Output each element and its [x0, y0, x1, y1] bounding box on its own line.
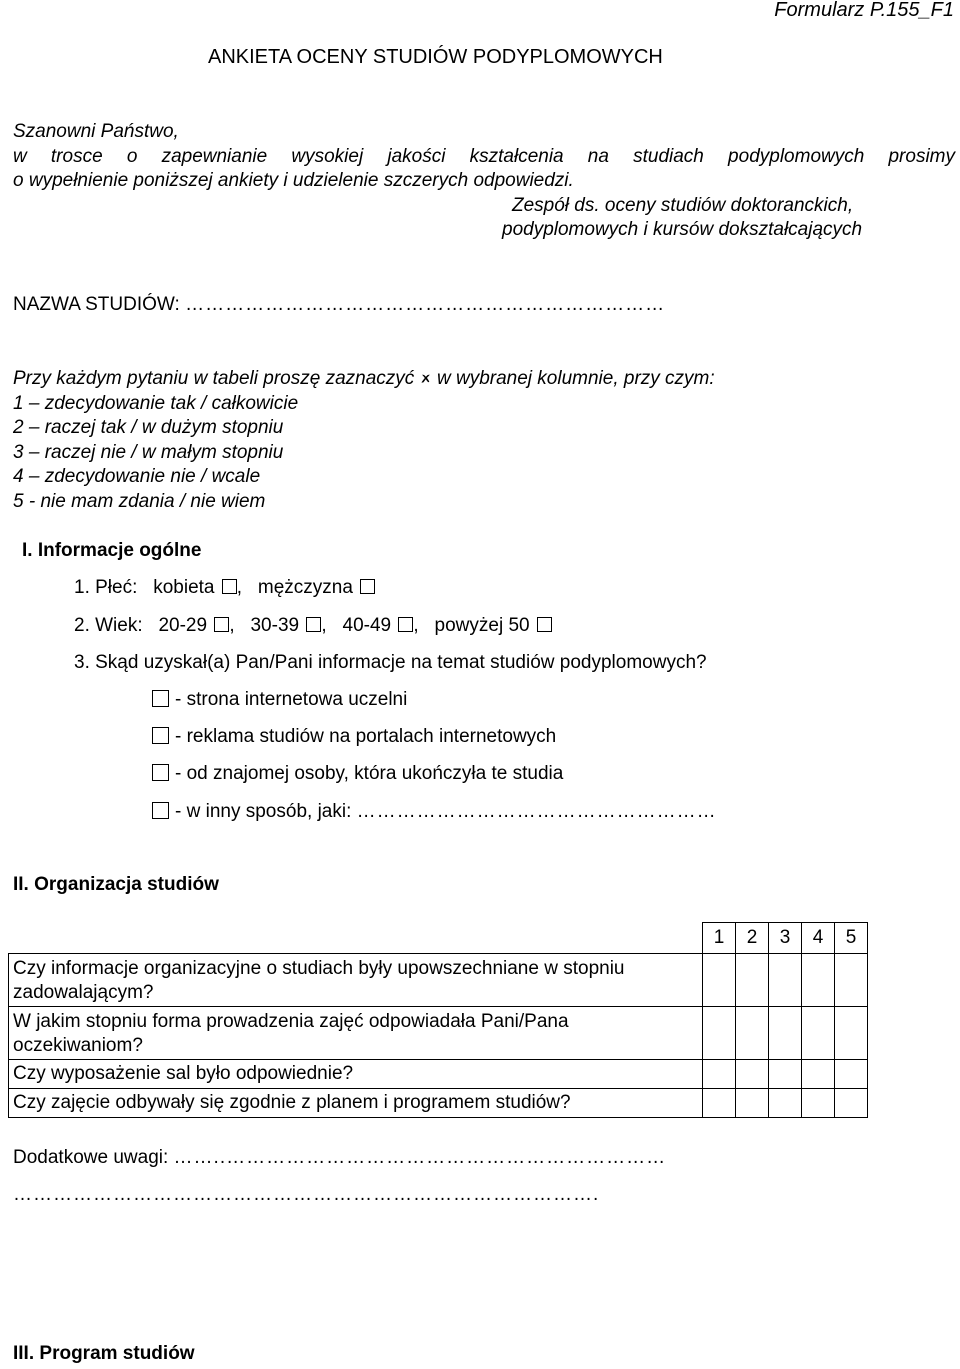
study-name-row — [13, 293, 665, 318]
answer-cell[interactable] — [835, 1060, 868, 1089]
answer-cell[interactable] — [835, 954, 868, 1007]
scale-item-4: 4 – zdecydowanie nie / wcale — [13, 466, 261, 487]
question-gender: 1. Płeć: kobieta , mężczyzna — [74, 576, 375, 601]
study-name-field[interactable]: ……………………………………………………………… — [185, 294, 666, 315]
question-text: W jakim stopniu forma prowadzenia zajęć odpowiadała Pani/Pana oczekiwaniom? — [9, 1007, 703, 1060]
form-code: Formularz P.155_F1 — [774, 0, 954, 21]
scale-item-3: 3 – raczej nie / w małym stopniu — [13, 442, 284, 463]
remarks-field-line-2[interactable]: ……………………………………………………………………………. — [13, 1184, 600, 1205]
organization-table — [8, 922, 868, 1118]
checkbox-icon[interactable] — [360, 579, 375, 594]
answer-cell[interactable] — [703, 1089, 736, 1118]
answer-cell[interactable] — [703, 1060, 736, 1089]
table-row — [9, 1060, 868, 1089]
table-row — [9, 954, 868, 1007]
answer-cell[interactable] — [769, 954, 802, 1007]
scale-header-5: 5 — [835, 923, 868, 954]
scale-header-4: 4 — [802, 923, 835, 954]
question-text: Czy wyposażenie sal było odpowiednie? — [9, 1060, 703, 1089]
answer-cell[interactable] — [769, 1089, 802, 1118]
answer-cell[interactable] — [802, 1060, 835, 1089]
answer-cell[interactable] — [802, 1089, 835, 1118]
checkbox-icon[interactable] — [152, 727, 169, 744]
option-age-30-39[interactable]: 30-39 — [250, 615, 321, 636]
page-title: ANKIETA OCENY STUDIÓW PODYPLOMOWYCH — [208, 46, 663, 68]
source-option-portal-ads[interactable]: - reklama studiów na portalach internetowych — [152, 725, 556, 750]
checkbox-icon[interactable] — [222, 579, 237, 594]
section-1-heading: I. Informacje ogólne — [22, 540, 202, 561]
table-row — [9, 1089, 868, 1118]
scale-item-1: 1 – zdecydowanie tak / całkowicie — [13, 393, 299, 414]
answer-cell[interactable] — [736, 1089, 769, 1118]
scale-header-2: 2 — [736, 923, 769, 954]
checkbox-icon[interactable] — [537, 617, 552, 632]
checkbox-icon[interactable] — [152, 764, 169, 781]
checkbox-icon[interactable] — [214, 617, 229, 632]
remarks-label: Dodatkowe uwagi: — [13, 1147, 169, 1168]
intro-line-1: w trosce o zapewnianie wysokiej jakości kształcenia na studiach podyplomowych prosimy — [13, 146, 955, 167]
salutation: Szanowni Państwo, — [13, 121, 179, 142]
checkbox-icon[interactable] — [152, 802, 169, 819]
study-name-label: NAZWA STUDIÓW: — [13, 294, 180, 315]
answer-cell[interactable] — [736, 1060, 769, 1089]
answer-cell[interactable] — [769, 1060, 802, 1089]
section-2-heading: II. Organizacja studiów — [13, 874, 219, 895]
answer-cell[interactable] — [736, 954, 769, 1007]
scale-header-3: 3 — [769, 923, 802, 954]
section-3-heading: III. Program studiów — [13, 1343, 195, 1364]
source-other-field[interactable]: ……………………………………………… — [356, 801, 717, 822]
answer-cell[interactable] — [802, 954, 835, 1007]
option-age-50-plus[interactable]: powyżej 50 — [435, 615, 552, 636]
source-option-other[interactable]: - w inny sposób, jaki: ……………………………………………… — [152, 800, 717, 825]
answer-cell[interactable] — [835, 1007, 868, 1060]
cross-mark-icon: 🗶 — [419, 371, 432, 388]
question-age: 2. Wiek: 20-29 , 30-39 , 40-49 , powyżej 50 — [74, 614, 552, 639]
answer-cell[interactable] — [802, 1007, 835, 1060]
question-source: 3. Skąd uzyskał(a) Pan/Pani informacje na temat studiów podyplomowych? — [74, 652, 707, 673]
option-kobieta[interactable]: kobieta — [153, 577, 237, 598]
answer-cell[interactable] — [736, 1007, 769, 1060]
signature-line-2: podyplomowych i kursów dokształcających — [502, 219, 863, 240]
question-text: Czy zajęcie odbywały się zgodnie z planem i programem studiów? — [9, 1089, 703, 1118]
intro-line-2: o wypełnienie poniższej ankiety i udzielenie szczerych odpowiedzi. — [13, 170, 574, 191]
option-age-40-49[interactable]: 40-49 — [343, 615, 414, 636]
checkbox-icon[interactable] — [306, 617, 321, 632]
checkbox-icon[interactable] — [152, 690, 169, 707]
scale-header-1: 1 — [703, 923, 736, 954]
answer-cell[interactable] — [835, 1089, 868, 1118]
table-header-row — [9, 923, 868, 954]
question-text: Czy informacje organizacyjne o studiach były upowszechniane w stopniu zadowalającym? — [9, 954, 703, 1007]
checkbox-icon[interactable] — [398, 617, 413, 632]
source-option-website[interactable]: - strona internetowa uczelni — [152, 688, 407, 713]
table-row — [9, 1007, 868, 1060]
scale-item-5: 5 - nie mam zdania / nie wiem — [13, 491, 266, 512]
option-mezczyzna[interactable]: mężczyzna — [258, 577, 375, 598]
remarks-field[interactable]: ……..………………………………………………………… — [173, 1147, 667, 1168]
instructions-intro: Przy każdym pytaniu w tabeli proszę zaznaczyć 🗶 w wybranej kolumnie, przy czym: — [13, 368, 715, 389]
remarks-row — [13, 1146, 666, 1171]
source-option-acquaintance[interactable]: - od znajomej osoby, która ukończyła te studia — [152, 762, 563, 787]
signature-line-1: Zespół ds. oceny studiów doktoranckich, — [512, 195, 854, 216]
option-age-20-29[interactable]: 20-29 — [158, 615, 229, 636]
answer-cell[interactable] — [769, 1007, 802, 1060]
answer-cell[interactable] — [703, 954, 736, 1007]
scale-item-2: 2 – raczej tak / w dużym stopniu — [13, 417, 284, 438]
answer-cell[interactable] — [703, 1007, 736, 1060]
